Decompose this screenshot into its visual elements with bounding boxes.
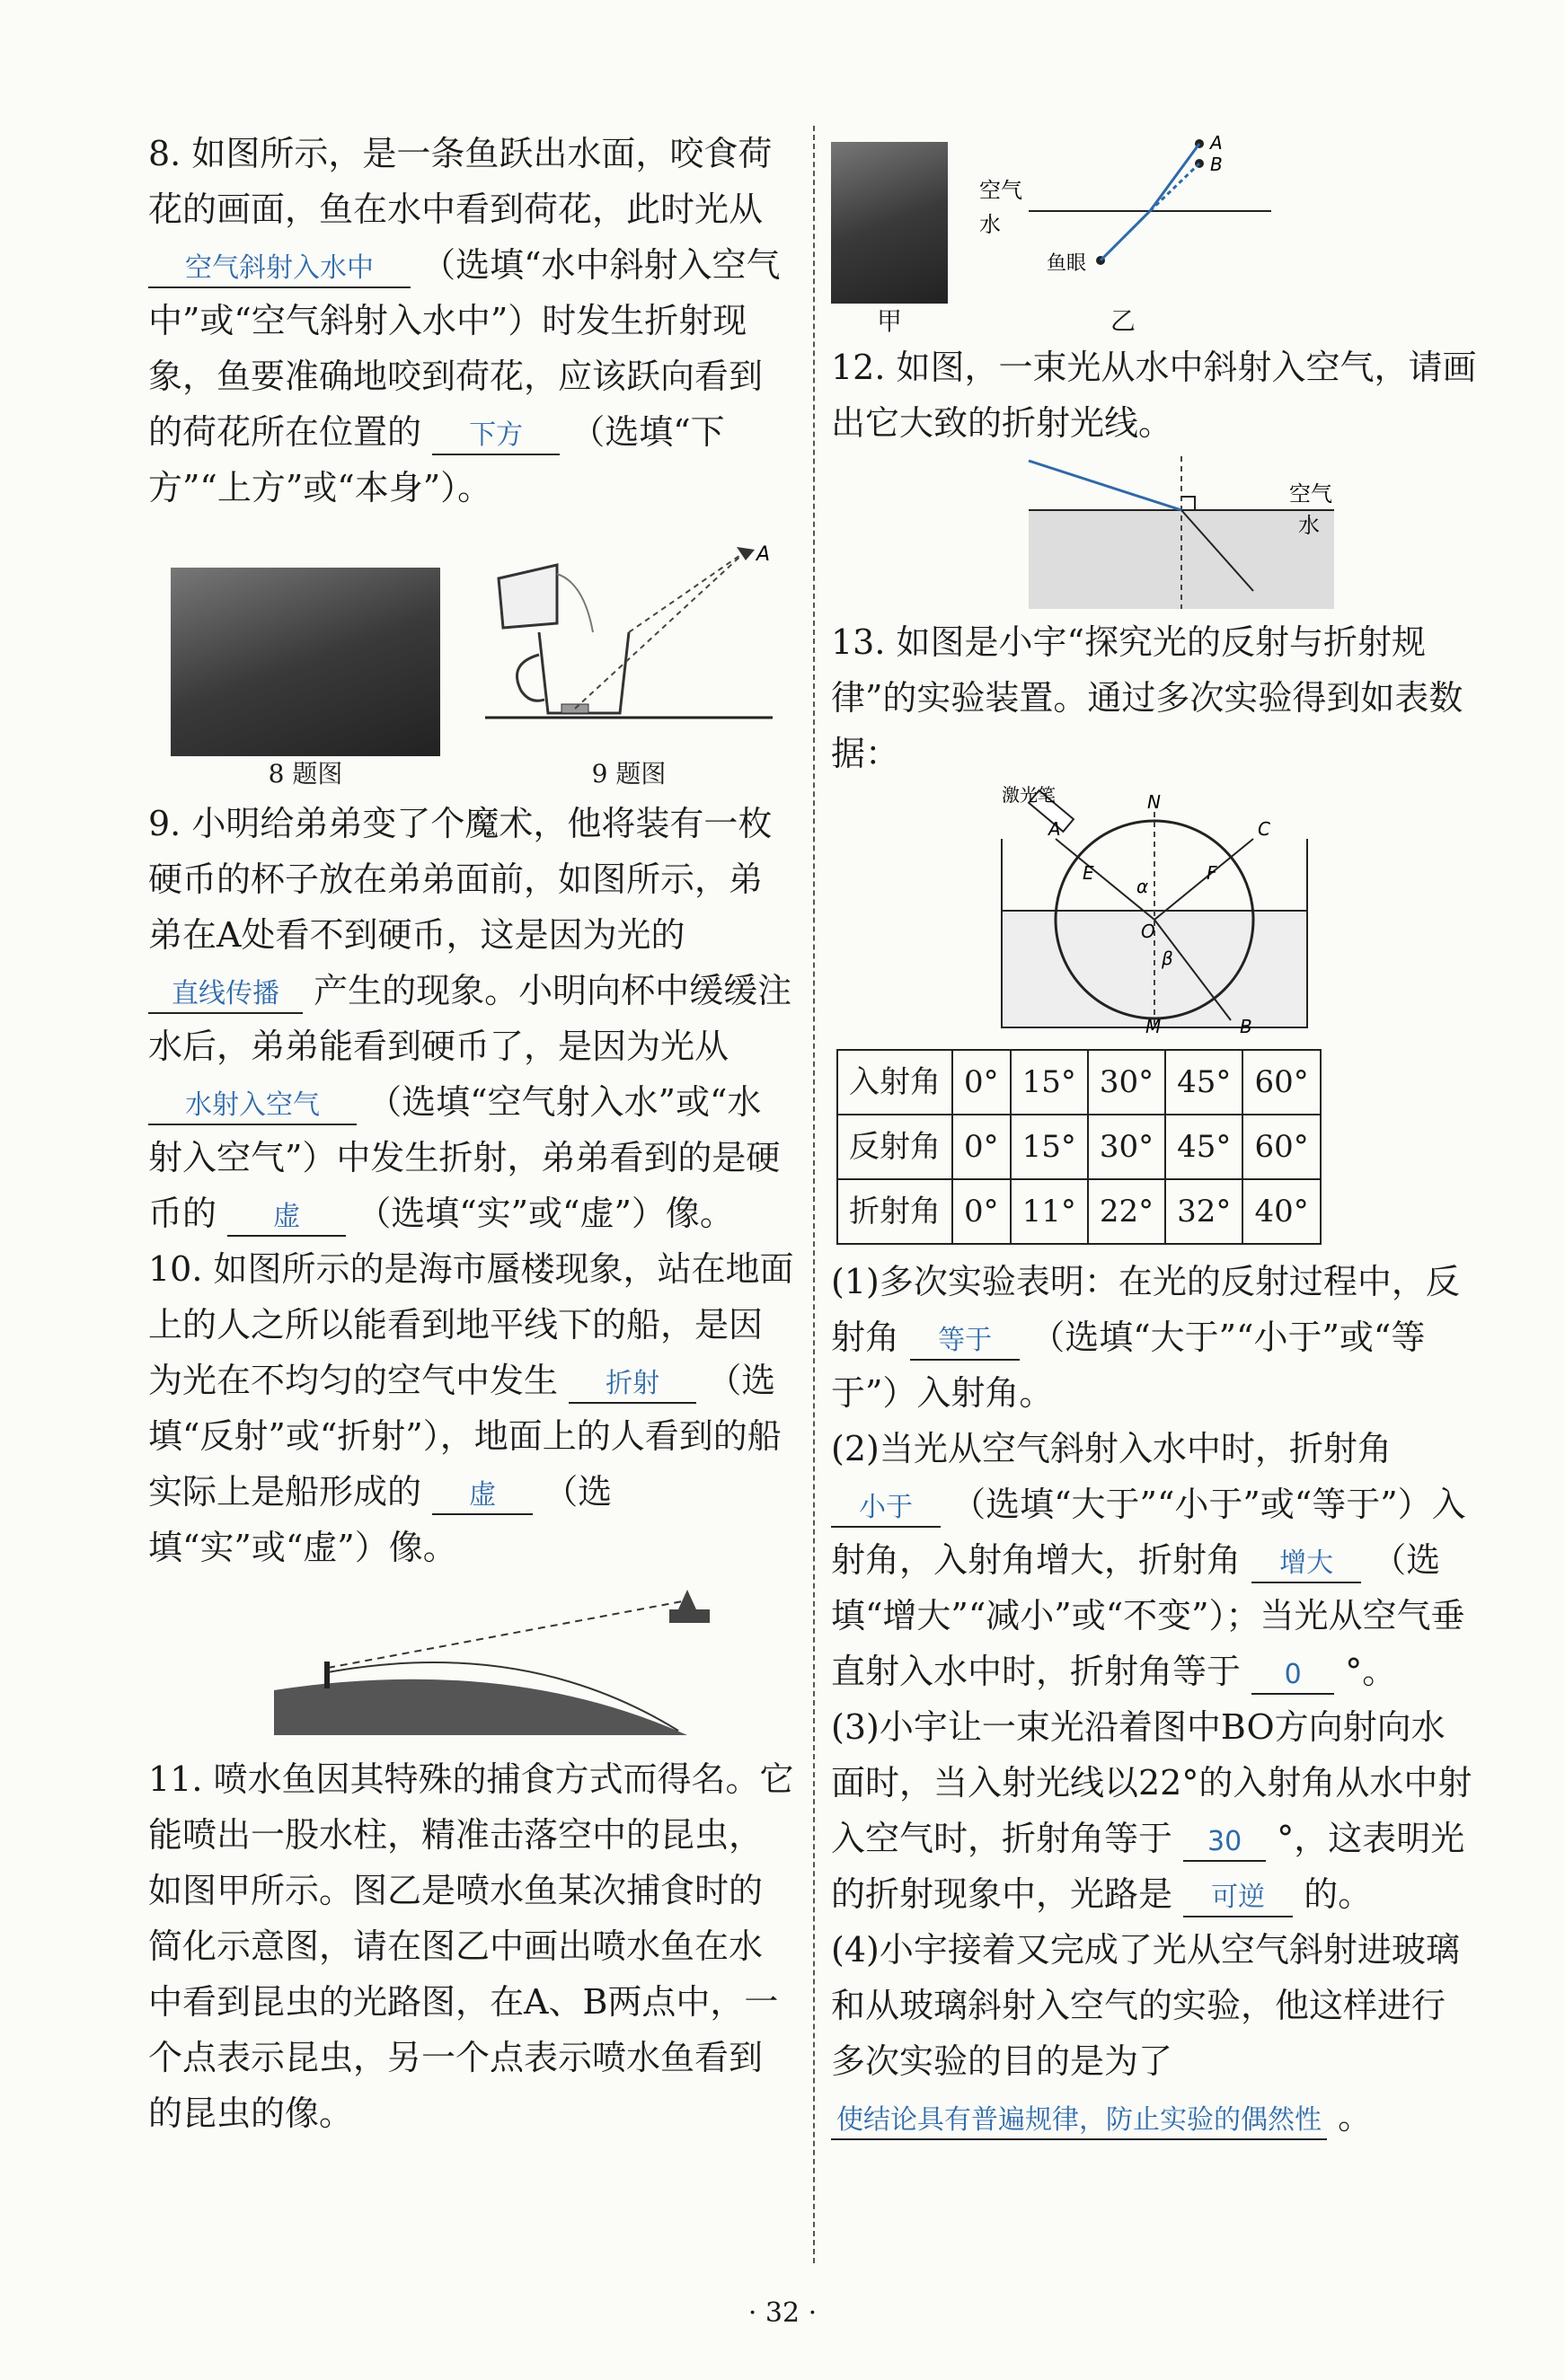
table-cell: 反射角 [837,1115,952,1179]
diagram-label: β [1162,948,1173,969]
question-13-part-1 [831,1254,1478,1421]
question-text: (1)多次实验表明：在光的反射过程中，反射角 [831,1262,1460,1357]
table-cell: 入射角 [837,1050,952,1115]
answer-blank: 直线传播 [148,976,303,1014]
question-text: （选填“增大”“减小”或“不变”）；当光从空气垂直射入水中时，折射角等于 [831,1540,1465,1691]
right-column [831,126,1478,2145]
question-12 [831,339,1478,451]
answer-blank: 小于 [831,1490,941,1528]
medium-label: 空气 [1289,481,1332,507]
question-text: （选填“水中斜射入空气中”或“空气斜射入水中”）时发生折射现象，鱼要准确地咬到荷花，应该跃向看到的荷花所在位置的 [148,245,781,452]
figures-8-9 [148,533,795,792]
page-number: · 32 · [747,2297,818,2329]
left-column [148,126,795,2141]
person-icon [324,1662,330,1688]
answer-blank: 水射入空气 [148,1088,357,1125]
question-text: （选填“大于”“小于”或“等于”）入射角，入射角增大，折射角 [831,1485,1466,1580]
table-cell: 0° [952,1050,1011,1115]
question-text: （选填“空气射入水”或“水射入空气”）中发生折射，弟弟看到的是硬币的 [148,1082,781,1233]
table-cell: 15° [1011,1050,1088,1115]
question-text: (2)当光从空气斜射入水中时，折射角 [831,1429,1392,1468]
figure-caption: 乙 [1110,306,1136,336]
table-cell: 11° [1011,1179,1088,1244]
question-text: 如图，一束光从水中斜射入空气，请画出它大致的折射光线。 [831,348,1477,443]
figure-caption: 8 题图 [268,759,343,789]
question-text: 的。 [1304,1874,1373,1914]
answer-blank: 折射 [569,1366,696,1404]
diagram-label: E [1083,862,1094,884]
figure-11 [831,126,1478,339]
diagram-label: A [1048,818,1061,840]
table-cell: 45° [1165,1050,1242,1115]
question-13-part-3 [831,1699,1478,1922]
answer-blank: 可逆 [1183,1880,1293,1917]
diagram-label: M [1145,1016,1162,1036]
refraction-diagram-12 [975,456,1334,609]
diagram-label: 激光笔 [1002,785,1056,806]
figure-caption: 9 题图 [591,759,667,789]
question-text: °，这表明光的折射现象中，光路是 [831,1819,1465,1914]
question-9 [148,796,795,1241]
answer-blank: 30 [1183,1824,1266,1862]
question-number: 12. [831,348,886,387]
question-number: 8. [148,134,181,173]
table-row [837,1050,1321,1115]
table-cell: 45° [1165,1115,1242,1179]
question-number: 10. [148,1249,203,1289]
ship-image-icon [669,1590,710,1623]
question-text: （选填“下方”“上方”或“本身”）。 [148,412,725,507]
mirage-diagram [148,1582,795,1744]
question-text: 喷水鱼因其特殊的捕食方式而得名。它能喷出一股水柱，精准击落空中的昆虫，如图甲所示。图乙是喷水鱼某次捕食时的简化示意图，请在图乙中画出喷水鱼在水中看到昆虫的光路图，在A、B两点中，一个点表示昆虫，另一个点表示喷水鱼看到的昆虫的像。 [148,1759,794,2133]
eye-label: 鱼眼 [1047,252,1087,275]
table-cell: 60° [1242,1050,1320,1115]
medium-label: 水 [1298,513,1320,538]
answer-blank: 虚 [227,1199,346,1237]
question-10 [148,1241,795,1575]
question-text: 产生的现象。小明向杯中缓缓注水后，弟弟能看到硬币了，是因为光从 [148,971,792,1066]
figure-9 [485,533,773,792]
table-cell: 60° [1242,1115,1320,1179]
question-text: （选填“大于”“小于”或“等于”）入射角。 [831,1318,1426,1413]
archerfish-photo [831,142,948,304]
medium-label: 水 [979,212,1001,237]
answer-blank: 0 [1251,1657,1334,1695]
question-text: (4)小宇接着又完成了光从空气斜射进玻璃和从玻璃斜射入空气的实验，他这样进行多次实验的目的是为了 [831,1930,1460,2081]
diagram-label: O [1141,921,1155,942]
reflection-refraction-apparatus [984,785,1325,1036]
answer-blank: 空气斜射入水中 [148,251,411,288]
table-cell: 22° [1088,1179,1165,1244]
answer-blank: 下方 [432,418,560,455]
question-text: （选填“实”或“虚”）像。 [357,1194,734,1233]
table-row [837,1115,1321,1179]
angle-data-table [836,1049,1322,1245]
question-text: （选填“反射”或“折射”），地面上的人看到的船实际上是船形成的 [148,1361,782,1512]
question-text: 如图是小宇“探究光的反射与折射规律”的实验装置。通过多次实验得到如表数据： [831,622,1463,773]
question-text: 。 [1338,2097,1373,2137]
column-divider [813,126,815,2263]
diagram-label: B [1240,1016,1252,1036]
question-13 [831,614,1478,781]
medium-label: 空气 [979,178,1022,203]
question-text: （选填“实”或“虚”）像。 [148,1472,613,1567]
table-cell: 折射角 [837,1179,952,1244]
archerfish-diagram [975,126,1271,287]
table-cell: 30° [1088,1115,1165,1179]
diagram-label: C [1258,818,1270,840]
question-8 [148,126,795,516]
answer-blank: 使结论具有普遍规律，防止实验的偶然性 [831,2102,1327,2140]
question-13-part-4 [831,1922,1478,2145]
question-text: (3)小宇让一束光沿着图中BO方向射向水面时，当入射光线以22°的入射角从水中射入空气时，折射角等于 [831,1707,1472,1858]
fish-lotus-photo [171,568,440,756]
point-label: A [756,543,771,566]
question-text: 小明给弟弟变了个魔术，他将装有一枚硬币的杯子放在弟弟面前，如图所示，弟弟在A处看不到硬币，这是因为光的 [148,804,773,955]
diagram-label: N [1147,791,1161,813]
answer-blank: 虚 [432,1477,533,1515]
point-label: A [1210,132,1223,154]
question-number: 9. [148,804,181,843]
question-number: 13. [831,622,886,662]
question-text: 如图所示的是海市蜃楼现象，站在地面上的人之所以能看到地平线下的船，是因为光在不均匀的空气中发生 [148,1249,794,1400]
figure-caption: 甲 [876,306,902,336]
cup-coin-diagram [485,533,773,740]
table-cell: 15° [1011,1115,1088,1179]
question-11 [148,1751,795,2141]
point-label: B [1210,154,1223,175]
answer-blank: 等于 [910,1323,1020,1361]
question-number: 11. [148,1759,203,1799]
table-cell: 0° [952,1179,1011,1244]
question-text: 如图所示，是一条鱼跃出水面，咬食荷花的画面，鱼在水中看到荷花，此时光从 [148,134,773,229]
question-13-part-2 [831,1421,1478,1699]
answer-blank: 增大 [1251,1546,1361,1583]
table-cell: 0° [952,1115,1011,1179]
table-cell: 40° [1242,1179,1320,1244]
figure-8 [171,568,440,792]
diagram-label: α [1136,876,1149,897]
table-row [837,1179,1321,1244]
table-cell: 32° [1165,1179,1242,1244]
diagram-label: F [1207,862,1217,884]
table-cell: 30° [1088,1050,1165,1115]
question-text: °。 [1345,1652,1397,1691]
